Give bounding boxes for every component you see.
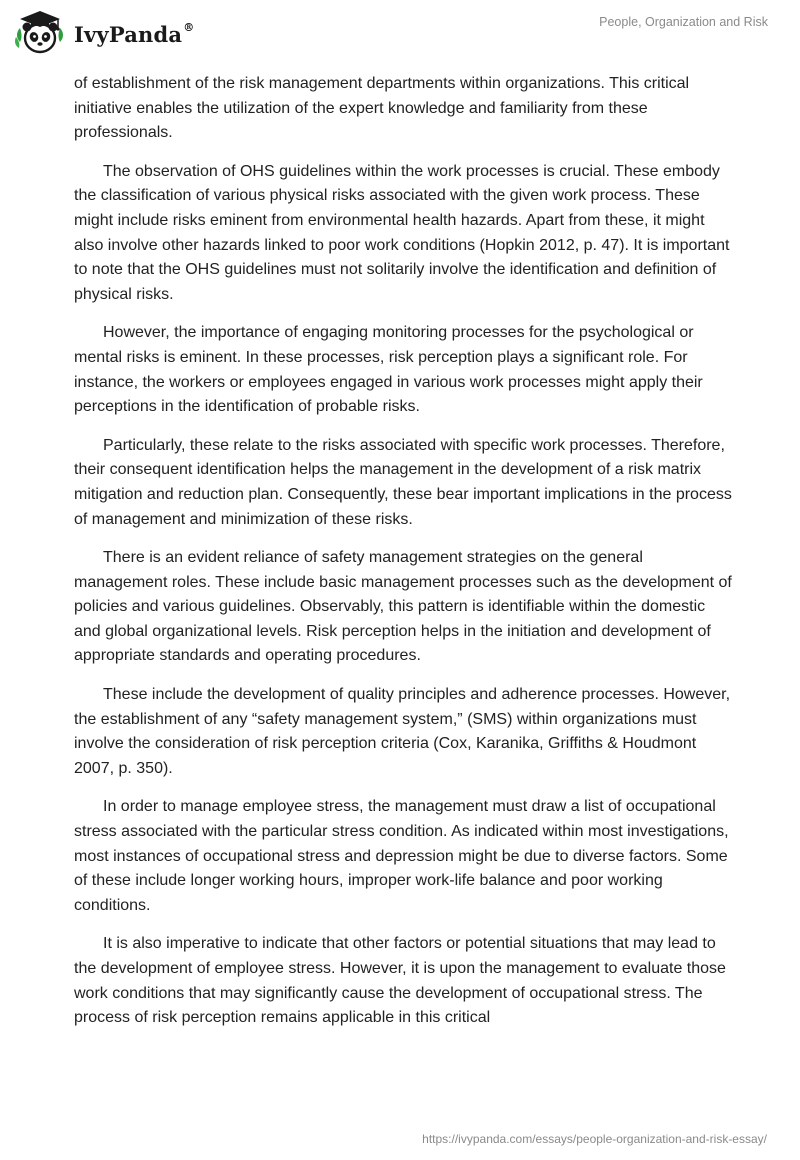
ivypanda-logo[interactable] [14,8,194,58]
registered-mark: ® [183,20,195,34]
page-header [0,0,800,70]
paragraph: In order to manage employee stress, the management must draw a list of occupational stress associated with the particular stress condition. As indicated within most investigations, most instances of occupational stress and depression might be due to diverse factors. Some of these include longer working hours, improper work-life balance and poor working conditions. [74,798,729,914]
essay-body [74,72,734,1045]
paragraph: These include the development of quality principles and adherence processes. However, the establishment of any “safety management system,” (SMS) within organizations must involve the consideration of risk perception criteria (Cox, Karanika, Griffiths & Houdmont 2007, p. 350). [74,686,731,777]
document-title: People, Organization and Risk [599,15,768,29]
paragraph: It is also imperative to indicate that other factors or potential situations that may lead to the development of employee stress. However, it is upon the management to evaluate those work conditions that may significantly cause the development of occupational stress. The process of risk perception remains applicable in this critical [74,935,726,1027]
paragraph: The observation of OHS guidelines within the work processes is crucial. These embody the classification of various physical risks associated with the given work process. These might include risks eminent from environmental health hazards. Apart from these, it might also involve other hazards linked to poor work conditions (Hopkin 2012, p. 47). It is important to note that the OHS guidelines must not solitarily involve the identification and definition of physical risks. [74,162,730,303]
paragraph: of establishment of the risk management departments within organizations. This critical initiative enables the utilization of the expert knowledge and familiarity from these professionals. [74,75,690,142]
paragraph: Particularly, these relate to the risks associated with specific work processes. Therefore, their consequent identification helps the management in the development of a risk matrix mitigation and reduction plan. Consequently, these bear important implications in the process of management and minimization of these risks. [74,436,732,528]
brand-name: IvyPanda® [74,20,195,47]
source-url[interactable]: https://ivypanda.com/essays/people-organization-and-risk-essay/ [422,1132,767,1146]
paragraph: There is an evident reliance of safety management strategies on the general management roles. These include basic management processes such as the development of policies and various guidelines. Observably, this pattern is identifiable within the domestic and global organizational levels. Risk perception helps in the initiation and development of appropriate standards and operating procedures. [74,549,732,665]
paragraph: However, the importance of engaging monitoring processes for the psychological or mental risks is eminent. In these processes, risk perception plays a significant role. For instance, the workers or employees engaged in various work processes might apply their perceptions in the identification of probable risks. [74,324,703,416]
panda-graduation-cap-icon [14,8,66,58]
